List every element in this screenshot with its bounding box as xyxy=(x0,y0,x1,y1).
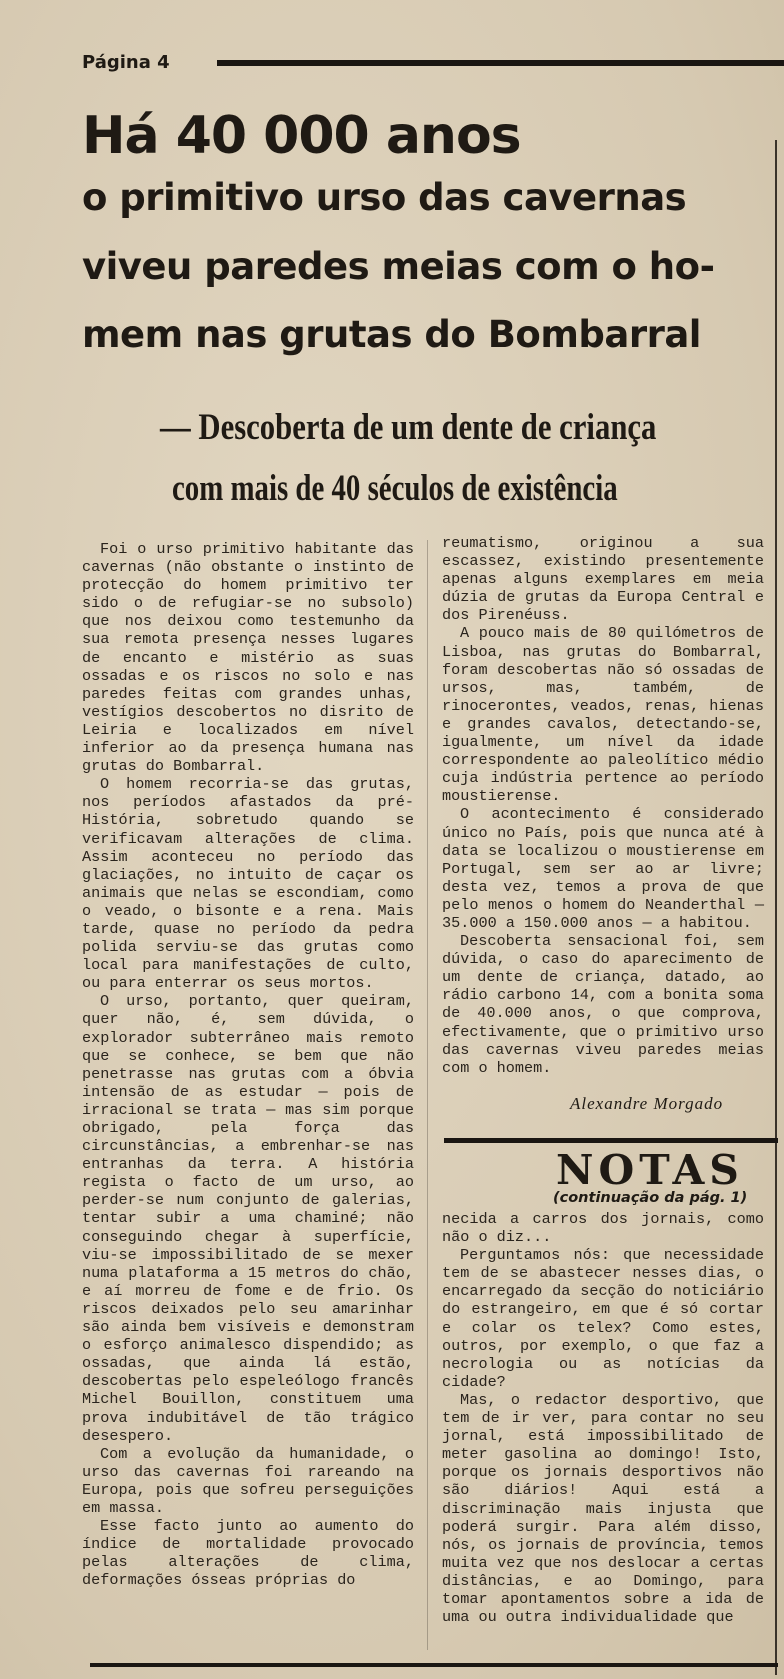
header-rule xyxy=(217,60,784,66)
article-paragraph: Com a evolução da humanidade, o urso das cavernas foi rareando na Europa, pois que sofreu perseguições em massa. xyxy=(82,1444,414,1517)
article-paragraph: Esse facto junto ao aumento do índice de mortalidade provocado pelas alterações de clima, deformações ósseas próprias do xyxy=(82,1517,414,1590)
notas-rule xyxy=(444,1138,778,1143)
footer-rule xyxy=(90,1663,778,1667)
notas-paragraph: Mas, o redactor desportivo, que tem de ir ver, para contar no seu jornal, está impossibilitado de meter gasolina ao domingo! Isto, porque os jornais desportivos não são diários! Aqui está a discriminação mais injusta que poderá surgir. Para além disso, nós, os jornais de província, temos muita vez que nos deslocar a certas distâncias, e ao Domingo, para tomar apontamentos sobre a ida de uma ou outra individualidade que xyxy=(442,1390,764,1627)
article-column-1 xyxy=(82,540,414,1589)
article-paragraph: O urso, portanto, quer queiram, quer não, é, sem dúvida, o explorador subterrâneo mais remoto que se conhece, se bem que não penetrasse nas grutas com a óbvia intensão de as estudar — pois de irracional se trata — mas sim porque obrigado, pela força das circunstâncias, a embrenhar-se nas entranhas da terra. A história regista o facto de um urso, ao perder-se num conjunto de galerias, tentar subir a uma chaminé; não conseguindo chegar à superfície, viu-se impossibilitado de se mexer numa plataforma a 15 metros do chão, e aí morreu de fome e de frio. Os riscos deixados pelo seu amarinhar são ainda bem visíveis e demonstram o esforço animalesco dispendido; as ossadas, que ainda lá estão, descobertas pelo espeleólogo francês Michel Bouillon, constituem uma prova indubitável de tão trágico desespero. xyxy=(82,992,414,1445)
notas-paragraph: necida a carros dos jornais, como não o diz... xyxy=(442,1210,764,1247)
article-paragraph: Foi o urso primitivo habitante das cavernas (não obstante o instinto de protecção do homem primitivo ter sido o de refugiar-se no subsolo) que nos deixou como testemunho da sua remota presença nesses lugares de encanto e mistério as suas ossadas e os riscos no solo e nas paredes feitas com grandes unhas, vestígios descobertos no disrito de Leiria e localizados em nível inferior ao da presença humana nas grutas do Bombarral. xyxy=(82,540,414,776)
headline-line-4: mem nas grutas do Bombarral xyxy=(82,313,701,356)
article-paragraph: O acontecimento é considerado único no País, pois que nunca até à data se localizou o moustierense em Portugal, sem ser ao ar livre; desta vez, temos a prova de que pelo menos o homem do Neanderthal — 35.000 a 150.000 anos — a habitou. xyxy=(442,805,764,932)
column-separator xyxy=(427,540,428,1650)
headline-line-3: viveu paredes meias com o ho- xyxy=(82,245,715,288)
article-paragraph: reumatismo, originou a sua escassez, existindo presentemente apenas alguns exemplares em meia dúzia de grutas da Europa Central e dos Pirenéuss. xyxy=(442,534,764,625)
headline-line-1: Há 40 000 anos xyxy=(82,106,521,166)
article-paragraph: O homem recorria-se das grutas, nos períodos afastados da pré-História, sobretudo quando se verificavam alterações de clima. Assim aconteceu no período das glaciações, no intuito de caçar os animais que nelas se escondiam, como o veado, o bisonte e a rena. Mais tarde, quase no período da pedra polida serviu-se das grutas como local para manifestações de culto, ou para enterrar os seus mortos. xyxy=(82,775,414,993)
notas-continuation: (continuação da pág. 1) xyxy=(553,1190,748,1206)
notas-title: NOTAS xyxy=(556,1146,744,1194)
column-divider-right xyxy=(775,140,777,1675)
page-number: Página 4 xyxy=(82,52,170,73)
notas-paragraph: Perguntamos nós: que necessidade tem de se abastecer nesses dias, o encarregado da secção do noticiário do estrangeiro, em que é só cortar e colar os telex? Como estes, outros, por exemplo, o que faz a necrologia ou as notícias da cidade? xyxy=(442,1246,764,1391)
article-paragraph: Descoberta sensacional foi, sem dúvida, o caso do aparecimento de um dente de criança, datado, ao rádio carbono 14, com a bonita soma de 40.000 anos, o que comprova, efectivamente, que o primitivo urso das cavernas viveu paredes meias com o homem. xyxy=(442,932,764,1077)
notas-column xyxy=(442,1210,764,1626)
subheadline-line-2: com mais de 40 séculos de existência xyxy=(172,468,618,509)
subheadline-line-1: — Descoberta de um dente de criança xyxy=(160,407,657,448)
page-header xyxy=(82,52,782,80)
article-column-2 xyxy=(442,534,764,1077)
article-paragraph: A pouco mais de 80 quilómetros de Lisboa, nas grutas do Bombarral, foram descobertas não só ossadas de ursos, mas, também, de rinocerontes, veados, renas, hienas e grandes cavalos, detectando-se, igualmente, um nível da idade correspondente ao paleolítico médio cuja indústria pertence ao período moustierense. xyxy=(442,624,764,806)
author-signature: Alexandre Morgado xyxy=(570,1094,724,1113)
headline-line-2: o primitivo urso das cavernas xyxy=(82,176,687,219)
